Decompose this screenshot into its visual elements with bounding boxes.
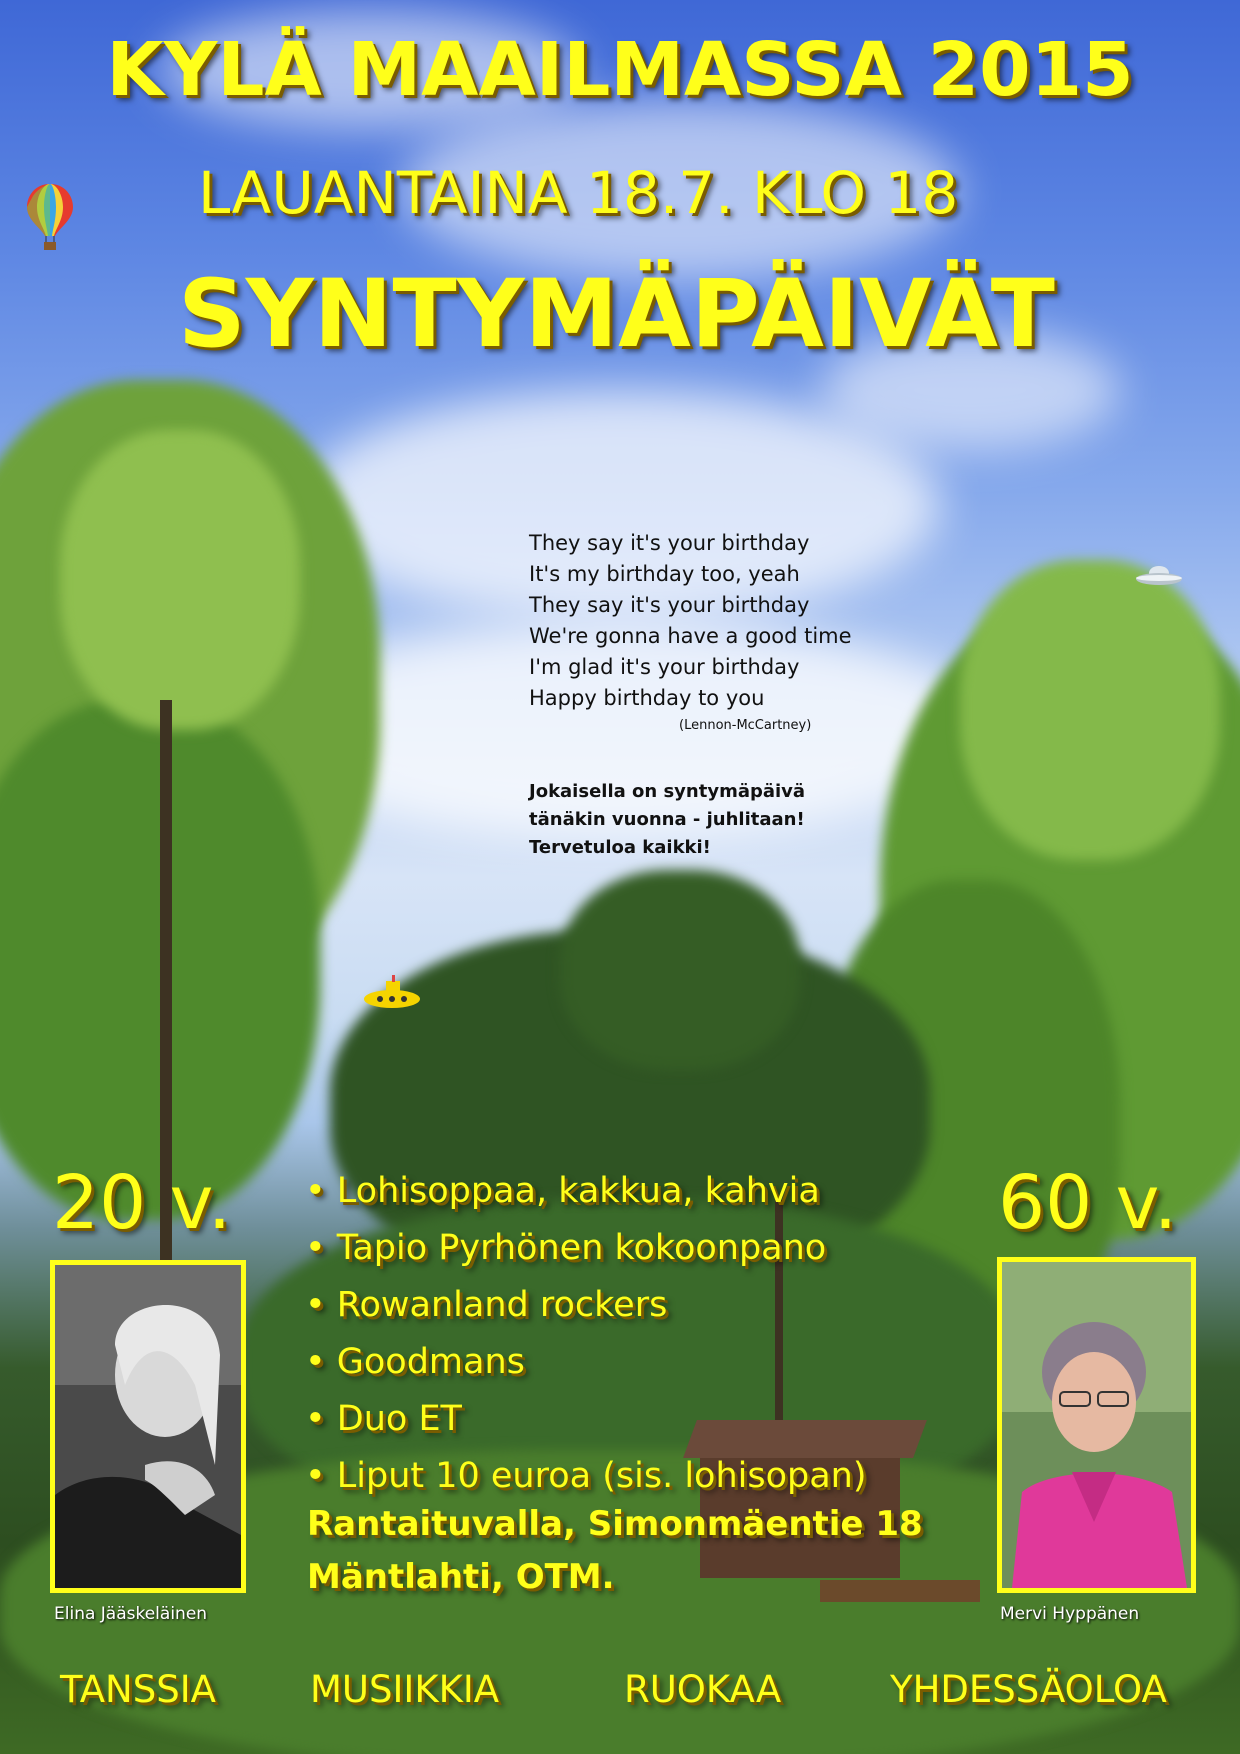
celebrant-name-left: Elina Jääskeläinen — [54, 1604, 208, 1624]
footer-word-togetherness: YHDESSÄOLOA — [890, 1668, 1167, 1711]
celebrant-photo-right — [997, 1257, 1196, 1593]
lyrics-block — [529, 528, 852, 738]
program-item: • Goodmans — [305, 1342, 525, 1382]
event-name: SYNTYMÄPÄIVÄT — [178, 260, 1055, 369]
footer-word-food: RUOKAA — [624, 1668, 782, 1711]
program-item: • Duo ET — [305, 1399, 462, 1439]
age-left: 20 v. — [52, 1160, 232, 1246]
lyrics-line: Happy birthday to you — [529, 686, 765, 710]
program-item: • Rowanland rockers — [305, 1285, 668, 1325]
invitation-line: Tervetuloa kaikki! — [529, 837, 711, 858]
lyrics-line: They say it's your birthday — [529, 531, 810, 555]
portrait-placeholder-left — [55, 1265, 241, 1588]
footer-word-dance: TANSSIA — [60, 1668, 216, 1711]
yellow-submarine-icon — [362, 975, 424, 1011]
age-right: 60 v. — [998, 1160, 1178, 1246]
program-item: • Liput 10 euroa (sis. lohisopan) — [305, 1456, 867, 1496]
celebrant-name-right: Mervi Hyppänen — [1000, 1604, 1140, 1624]
program-item: • Lohisoppaa, kakkua, kahvia — [305, 1171, 820, 1211]
poster-title: KYLÄ MAAILMASSA 2015 — [106, 27, 1134, 113]
lyrics-line: I'm glad it's your birthday — [529, 655, 800, 679]
footer-word-music: MUSIIKKIA — [310, 1668, 500, 1711]
event-date: LAUANTAINA 18.7. KLO 18 — [198, 159, 959, 227]
celebrant-photo-left — [50, 1260, 246, 1593]
invitation-line: Jokaisella on syntymäpäivä — [529, 781, 806, 802]
venue-address — [307, 1498, 923, 1604]
invitation-text — [529, 778, 805, 862]
program-list — [305, 1163, 867, 1505]
program-item: • Tapio Pyrhönen kokoonpano — [305, 1228, 827, 1268]
lyrics-line: They say it's your birthday — [529, 593, 810, 617]
hot-air-balloon-icon — [25, 182, 75, 252]
venue-line: Mäntlahti, OTM. — [307, 1557, 615, 1597]
portrait-placeholder-right — [1002, 1262, 1191, 1588]
lyrics-line: We're gonna have a good time — [529, 624, 852, 648]
invitation-line: tänäkin vuonna - juhlitaan! — [529, 809, 805, 830]
lyrics-line: It's my birthday too, yeah — [529, 562, 800, 586]
ufo-icon — [1135, 565, 1183, 587]
lyrics-credit: (Lennon-McCartney) — [679, 718, 812, 733]
venue-line: Rantaituvalla, Simonmäentie 18 — [307, 1504, 923, 1544]
